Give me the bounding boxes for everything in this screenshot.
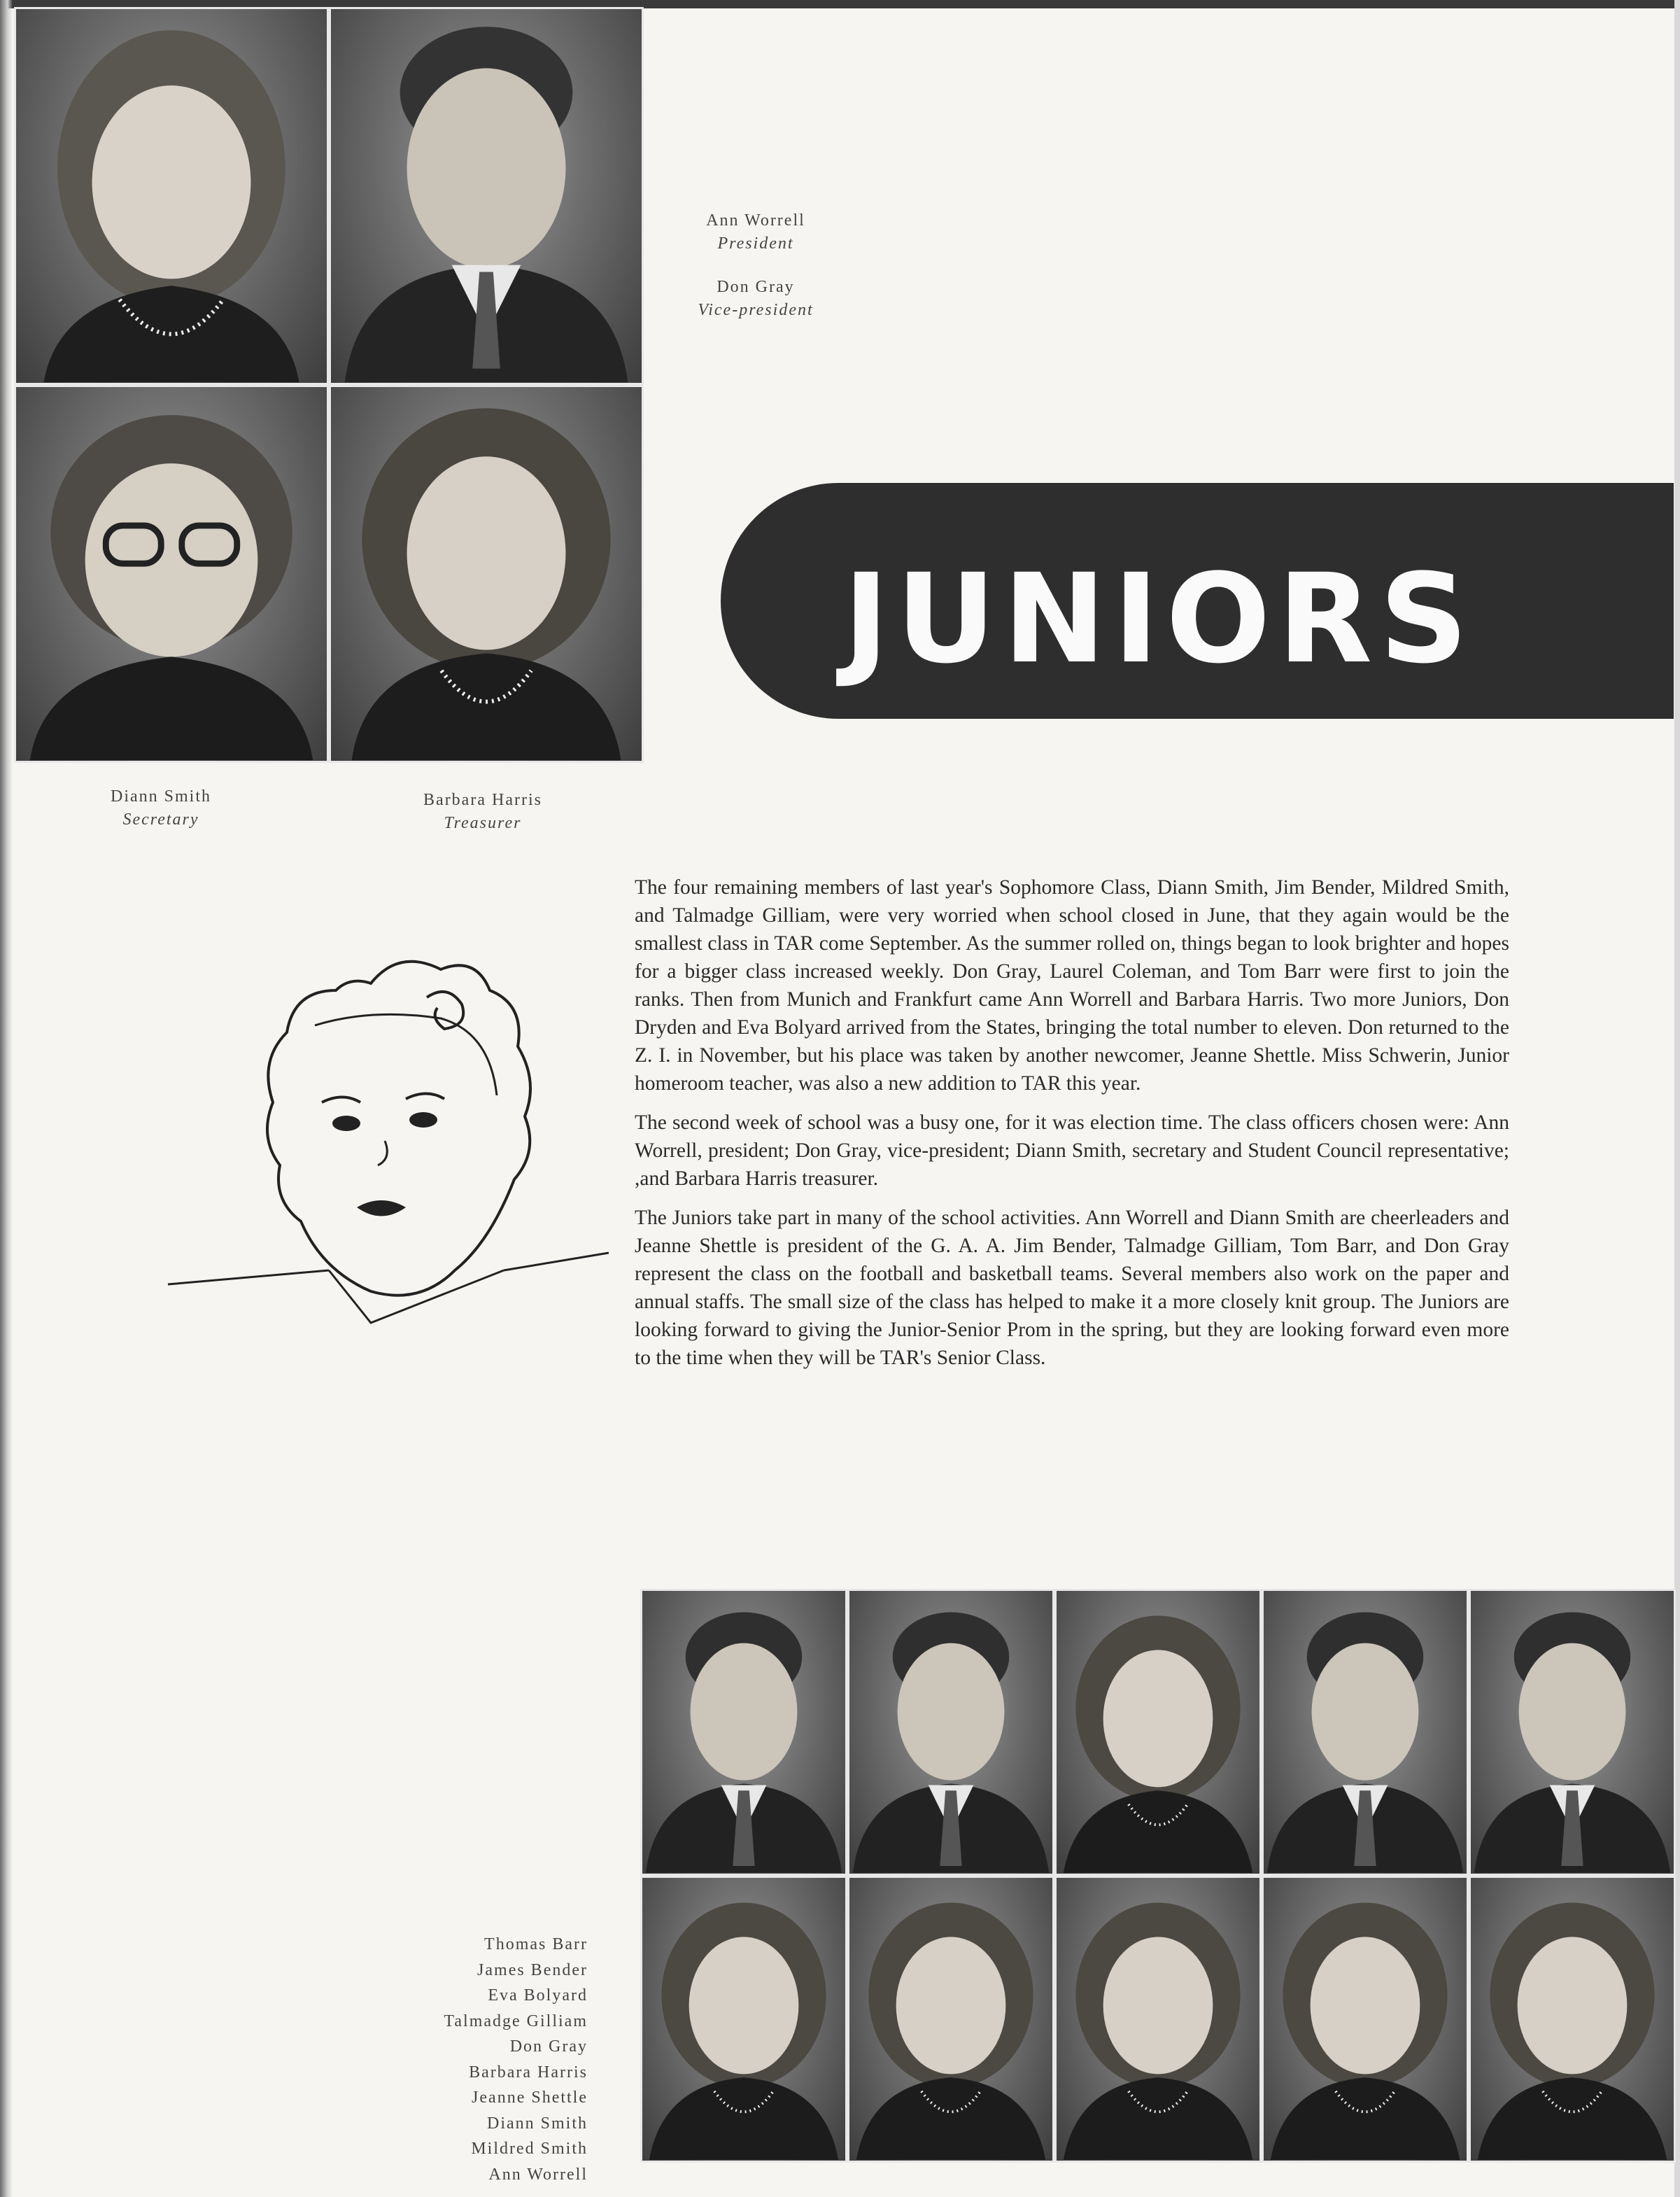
portrait-girl-icon [16, 9, 327, 383]
officer-role: Secretary [122, 810, 199, 829]
officer-photo-diann-smith [14, 385, 329, 763]
class-member-photo [1054, 1589, 1262, 1876]
officer-role: President [717, 234, 794, 253]
section-title: JUNIORS [843, 547, 1476, 691]
portrait-boy-icon [849, 1591, 1052, 1874]
class-member-photo [1262, 1876, 1469, 2163]
roster-name: Jeanne Shettle [472, 2089, 588, 2107]
class-member-photo [847, 1876, 1054, 2163]
portrait-girl-icon [849, 1878, 1052, 2161]
roster-name: James Bender [477, 1960, 588, 1979]
class-member-photo [1469, 1589, 1676, 1876]
roster-name: Don Gray [509, 2037, 588, 2056]
class-member-photo [1469, 1876, 1676, 2163]
class-member-photo [1262, 1589, 1469, 1876]
officer-name: Diann Smith [110, 787, 211, 806]
portrait-girl-icon [1264, 1878, 1467, 2161]
roster-name: Eva Bolyard [488, 1986, 588, 2005]
officer-name: Ann Worrell [706, 211, 805, 230]
caption-treasurer [392, 791, 574, 833]
class-member-photo [640, 1876, 847, 2163]
officer-photo-ann-worrell [14, 7, 329, 385]
class-member-photo [640, 1589, 847, 1876]
portrait-girl-icon [1471, 1878, 1674, 2161]
portrait-boy-icon [642, 1591, 845, 1874]
portrait-boy-icon [331, 9, 642, 383]
roster-name: Talmadge Gilliam [444, 2012, 588, 2030]
portrait-girl-icon [1057, 1878, 1259, 2161]
roster-name: Diann Smith [486, 2114, 588, 2133]
page-binding-shadow [0, 0, 13, 2197]
officer-role: Treasurer [444, 814, 522, 832]
class-member-photo [1054, 1876, 1262, 2163]
portrait-girl-icon [1057, 1591, 1259, 1874]
caption-vice-president [672, 278, 840, 320]
class-roster [364, 1932, 588, 2187]
portrait-boy-icon [1264, 1591, 1467, 1874]
girl-sketch-icon [161, 941, 651, 1389]
roster-name: Thomas Barr [484, 1935, 588, 1953]
caption-secretary [70, 787, 252, 829]
officer-photo-don-gray [329, 7, 644, 385]
roster-name: Barbara Harris [469, 2063, 588, 2082]
portrait-girl-icon [642, 1878, 845, 2161]
junior-class-story [635, 873, 1509, 1383]
portrait-girl-icon [331, 387, 642, 761]
portrait-boy-icon [1471, 1591, 1674, 1874]
officer-photo-barbara-harris [329, 385, 644, 763]
officer-name: Don Gray [717, 278, 795, 296]
class-member-photo [847, 1589, 1054, 1876]
caption-president [672, 211, 840, 253]
story-paragraph: The second week of school was a busy one, for it was election time. The class officers chosen were: Ann Worrell, president; Don Gray, vice-president; Diann Smith, secretary and Student Council representative; ,and Barbara Harris treasurer. [635, 1111, 1509, 1190]
story-paragraph: The Juniors take part in many of the school activities. Ann Worrell and Diann Smith are cheerleaders and Jeanne Shettle is president of the G. A. A. Jim Bender, Talmadge Gilliam, Tom Barr, and Don Gray represent the class on the football and basketball teams. Several members also work on the paper and annual staffs. The small size of the class has helped to make it a more closely knit group. The Juniors are looking forward to giving the Junior-Senior Prom in the spring, but they are looking forward even more to the time when they will be TAR's Senior Class. [635, 1207, 1509, 1369]
officer-name: Barbara Harris [423, 791, 542, 809]
officer-role: Vice-president [698, 301, 814, 319]
roster-name: Ann Worrell [488, 2165, 588, 2184]
roster-name: Mildred Smith [471, 2140, 588, 2158]
portrait-girl-icon [16, 387, 327, 761]
story-paragraph: The four remaining members of last year's Sophomore Class, Diann Smith, Jim Bender, Mildred Smith, and Talmadge Gilliam, were very worried when school closed in June, that they again would be the smallest class in TAR come September. As the summer rolled on, things began to look brighter and hopes for a bigger class increased weekly. Don Gray, Laurel Coleman, and Tom Barr were first to join the ranks. Then from Munich and Frankfurt came Ann Worrell and Barbara Harris. Two more Juniors, Don Dryden and Eva Bolyard arrived from the States, bringing the total number to eleven. Don returned to the Z. I. in November, but his place was taken by another newcomer, Jeanne Shettle. Miss Schwerin, Junior homeroom teacher, was also a new addition to TAR this year. [635, 876, 1509, 1095]
